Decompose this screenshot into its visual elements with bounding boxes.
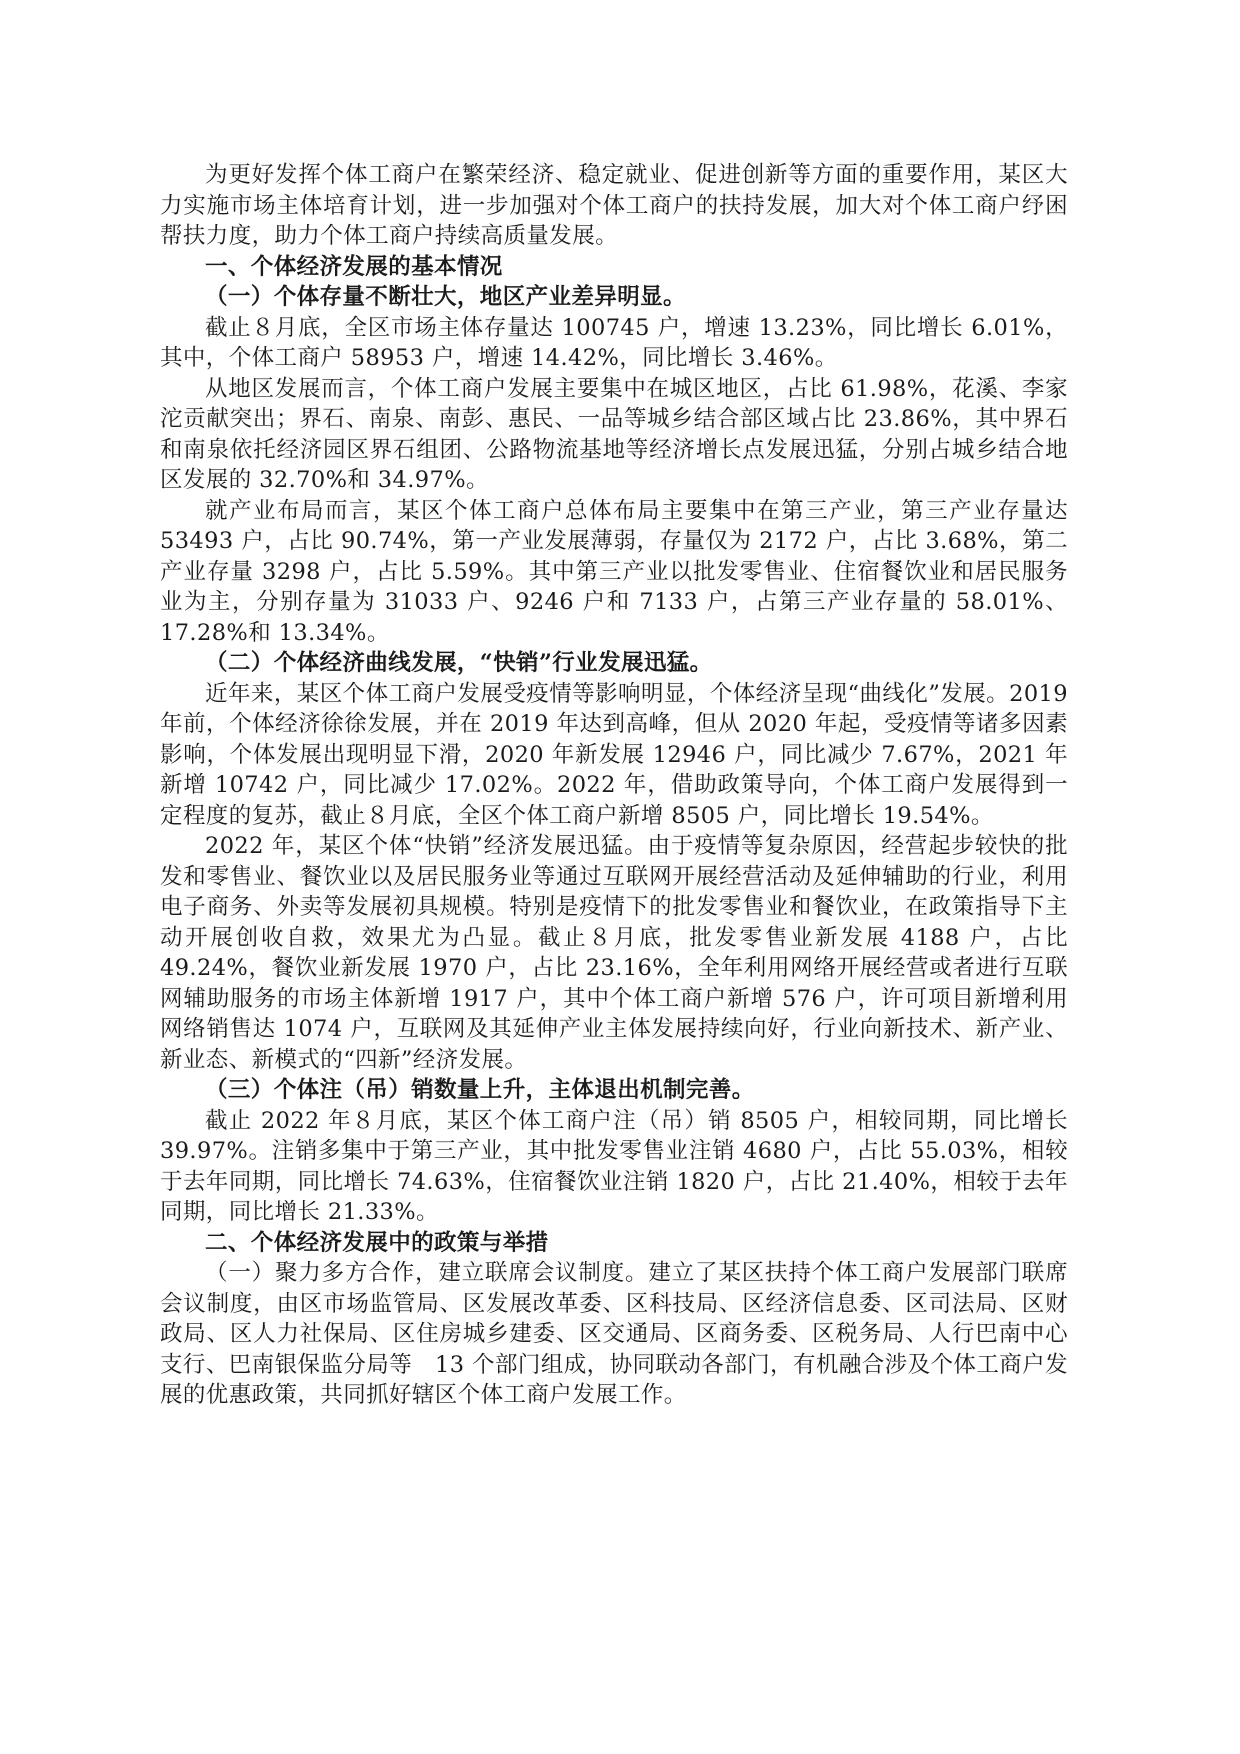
body-paragraph: 截止 2022 年８月底，某区个体工商户注（吊）销 8505 户，相较同期，同比增长 39.97%。注销多集中于第三产业，其中批发零售业注销 4680 户，占比 55.03%，相较于去年同期，同比增长 74.63%，住宿餐饮业注销 1820 户，占比 21.40%，相较于去年同期，同比增长 21.33%。 bbox=[160, 1107, 1068, 1225]
subsection-heading-1-3: （三）个体注（吊）销数量上升，主体退出机制完善。 bbox=[205, 1077, 755, 1103]
body-paragraph: 2022 年，某区个体“快销”经济发展迅猛。由于疫情等复杂原因，经营起步较快的批发和零售业、餐饮业以及居民服务业等通过互联网开展经营活动及延伸辅助的行业，利用电子商务、外卖等发展初具规模。特别是疫情下的批发零售业和餐饮业，在政策指导下主动开展创收自救，效果尤为凸显。截止８月底，批发零售业新发展 4188 户，占比 49.24%，餐饮业新发展 1970 户，占比 23.16%，全年利用网络开展经营或者进行互联网辅助服务的市场主体新增 1917 户，其中个体工商户新增 576 户，许可项目新增利用网络销售达 1074 户，互联网及其延伸产业主体发展持续向好，行业向新技术、新产业、新业态、新模式的“四新”经济发展。 bbox=[160, 833, 1068, 1073]
subsection-heading-1-2: （二）个体经济曲线发展，“快销”行业发展迅猛。 bbox=[205, 650, 713, 676]
body-paragraph: 就产业布局而言，某区个体工商户总体布局主要集中在第三产业，第三产业存量达 53493 户，占比 90.74%，第一产业发展薄弱，存量仅为 2172 户，占比 3.68%，第二产业存量 3298 户，占比 5.59%。其中第三产业以批发零售业、住宿餐饮业和居民服务业为主，分别存量为 31033 户、9246 户和 7133 户，占第三产业存量的 58.01%、17.28%和 13.34%。 bbox=[160, 497, 1068, 646]
subsection-heading-1-1: （一）个体存量不断壮大，地区产业差异明显。 bbox=[205, 284, 686, 310]
body-paragraph: 截止８月底，全区市场主体存量达 100745 户，增速 13.23%，同比增长 6.01%，其中，个体工商户 58953 户，增速 14.42%，同比增长 3.46%。 bbox=[160, 314, 1068, 371]
body-paragraph: （一）聚力多方合作，建立联席会议制度。建立了某区扶持个体工商户发展部门联席会议制度，由区市场监管局、区发展改革委、区科技局、区经济信息委、区司法局、区财政局、区人力社保局、区住房城乡建委、区交通局、区商务委、区税务局、人行巴南中心支行、巴南银保监分局等 13 个部门组成，协同联动各部门，有机融合涉及个体工商户发展的优惠政策，共同抓好辖区个体工商户发展工作。 bbox=[160, 1260, 1068, 1408]
intro-paragraph: 为更好发挥个体工商户在繁荣经济、稳定就业、促进创新等方面的重要作用，某区大力实施市场主体培育计划，进一步加强对个体工商户的扶持发展，加大对个体工商户纾困帮扶力度，助力个体工商户持续高质量发展。 bbox=[160, 162, 1068, 249]
body-paragraph: 从地区发展而言，个体工商户发展主要集中在城区地区，占比 61.98%，花溪、李家沱贡献突出；界石、南泉、南彭、惠民、一品等城乡结合部区域占比 23.86%，其中界石和南泉依托经济园区界石组团、公路物流基地等经济增长点发展迅猛，分别占城乡结合地区发展的 32.70%和 34.97%。 bbox=[160, 375, 1068, 493]
section-heading-2: 二、个体经济发展中的政策与举措 bbox=[205, 1229, 549, 1256]
document-body bbox=[160, 160, 1068, 1411]
section-heading-1: 一、个体经济发展的基本情况 bbox=[205, 253, 503, 280]
body-paragraph: 近年来，某区个体工商户发展受疫情等影响明显，个体经济呈现“曲线化”发展。2019 年前，个体经济徐徐发展，并在 2019 年达到高峰，但从 2020 年起，受疫情等诸多因素影响，个体发展出现明显下滑，2020 年新发展 12946 户，同比减少 7.67%，2021 年新增 10742 户，同比减少 17.02%。2022 年，借助政策导向，个体工商户发展得到一定程度的复苏，截止８月底，全区个体工商户新增 8505 户，同比增长 19.54%。 bbox=[160, 680, 1068, 829]
